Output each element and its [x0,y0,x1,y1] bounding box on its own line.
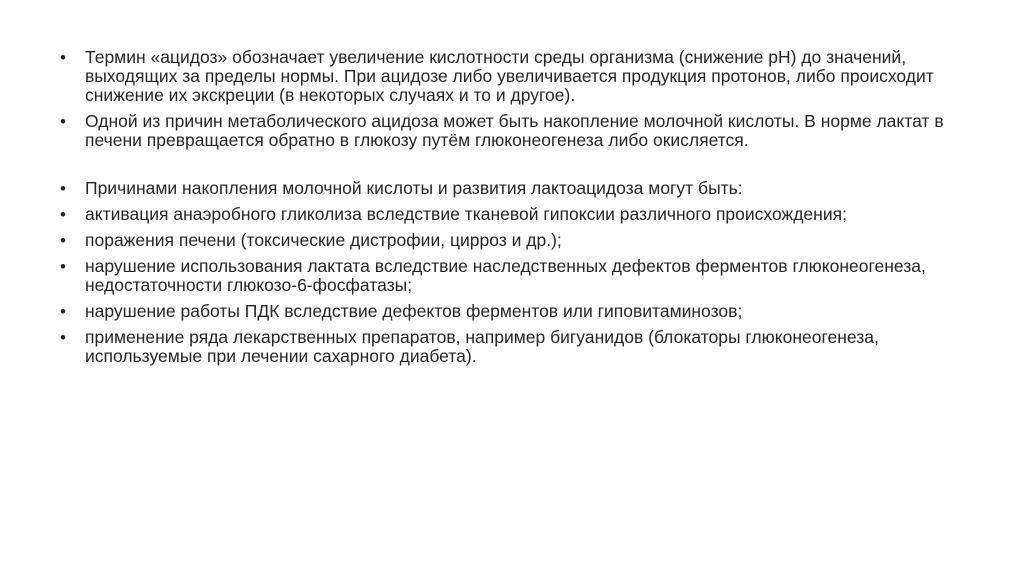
bullet-item-drugs-biguanides [60,328,960,366]
bullet-icon: • [60,257,66,276]
bullet-icon: • [60,205,66,224]
bullet-item-lactoacidosis-causes-intro [60,179,960,198]
bullet-icon: • [60,328,66,347]
bullet-text: Причинами накопления молочной кислоты и развития лактоацидоза могут быть: [85,178,743,198]
bullet-text: нарушение работы ПДК вследствие дефектов ферментов или гиповитаминозов; [85,301,743,321]
bullet-icon: • [60,112,66,131]
slide-content [60,48,960,373]
bullet-item-anaerobic-glycolysis [60,205,960,224]
bullet-text: применение ряда лекарственных препаратов, например бигуанидов (блокаторы глюконеогенеза, используемые при лечении сахарного диабета). [85,327,879,366]
bullet-icon: • [60,231,66,250]
bullet-list [60,48,960,366]
bullet-icon: • [60,302,66,321]
bullet-text: активация анаэробного гликолиза вследствие тканевой гипоксии различного происхождения; [85,204,847,224]
bullet-text: Термин «ацидоз» обозначает увеличение кислотности среды организма (снижение рН) до значений, выходящих за пределы нормы. При ацидозе либо увеличивается продукция протонов, либо происходит снижение их экскреции (в некоторых случаях и то и другое). [85,47,934,105]
bullet-text: поражения печени (токсические дистрофии, цирроз и др.); [85,230,562,250]
bullet-item-lactic-acid-cause [60,112,960,150]
bullet-text: Одной из причин метаболического ацидоза может быть накопление молочной кислоты. В норме лактат в печени превращается обратно в глюкозу путём глюконеогенеза либо окисляется. [85,111,944,150]
bullet-item-lactate-utilization [60,257,960,295]
bullet-icon: • [60,48,66,67]
bullet-item-pdh-defects [60,302,960,321]
bullet-item-liver-damage [60,231,960,250]
bullet-icon: • [60,179,66,198]
bullet-item-acidosis-definition [60,48,960,105]
bullet-text: нарушение использования лактата вследствие наследственных дефектов ферментов глюконеогенеза, недостаточности глюкозо-6-фосфатазы; [85,256,926,295]
